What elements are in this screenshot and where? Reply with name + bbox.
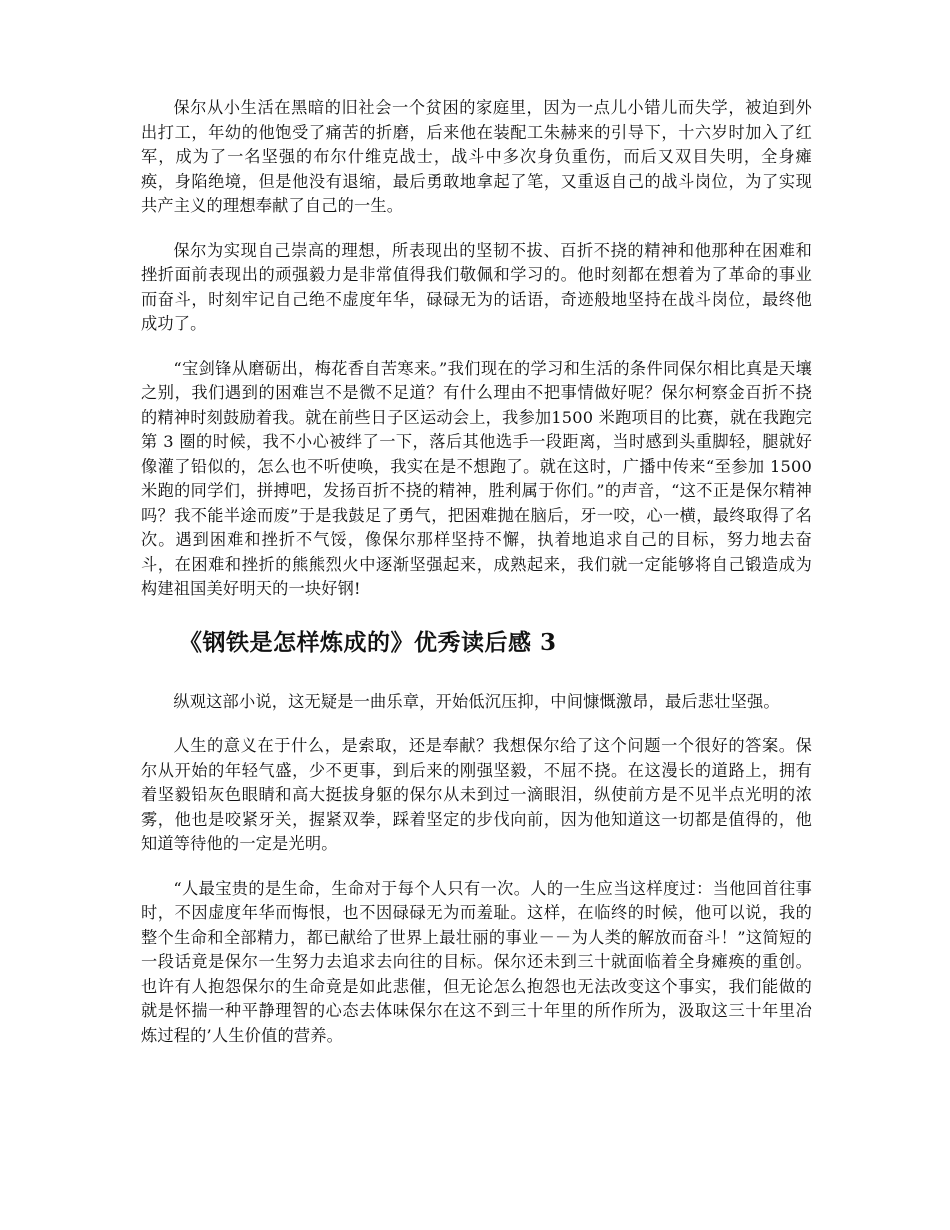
paragraph-paul-spirit: 保尔为实现自己崇高的理想，所表现出的坚韧不拔、百折不挠的精神和他那种在困难和挫折面前表现出的顽强毅力是非常值得我们敬佩和学习的。他时刻都在想着为了革命的事业而奋斗，时刻牢记自己绝不虚度年华，碌碌无为的话语，奇迹般地坚持在战斗岗位，最终他成功了。: [141, 240, 812, 333]
paragraph-famous-quote: “人最宝贵的是生命，生命对于每个人只有一次。人的一生应当这样度过：当他回首往事时，不因虚度年华而悔恨，也不因碌碌无为而羞耻。这样，在临终的时候，他可以说，我的整个生命和全部精力，都已献给了世界上最壮丽的事业－－为人类的解放而奋斗！”这简短的一段话竟是保尔一生努力去追求去向往的目标。保尔还未到三十就面临着全身瘫痪的重创。也许有人抱怨保尔的生命竟是如此悲催，但无论怎么抱怨也无法改变这个事实，我们能做的就是怀揣一种平静理智的心态去体味保尔在这不到三十年里的所作所为，汲取这三十年里冶炼过程的’人生价值的营养。: [141, 878, 812, 1045]
document-page: [141, 96, 812, 1068]
paragraph-personal-experience: “宝剑锋从磨砺出，梅花香自苦寒来。”我们现在的学习和生活的条件同保尔相比真是天壤之别，我们遇到的困难岂不是微不足道？有什么理由不把事情做好呢？保尔柯察金百折不挠的精神时刻鼓励着我。就在前些日子区运动会上，我参加1500 米跑项目的比赛，就在我跑完第 3 圈的时候，我不小心被绊了一下，落后其他选手一段距离，当时感到头重脚轻，腿就好像灌了铅似的，怎么也不听使唤，我实在是不想跑了。就在这时，广播中传来“至参加 1500 米跑的同学们，拼搏吧，发扬百折不挠的精神，胜利属于你们。”的声音，“这不正是保尔精神吗？我不能半途而废”于是我鼓足了勇气，把困难抛在脑后，牙一咬，心一横，最终取得了名次。遇到困难和挫折不气馁，像保尔那样坚持不懈，执着地追求自己的目标，努力地去奋斗，在困难和挫折的熊熊烈火中逐渐坚强起来，成熟起来，我们就一定能够将自己锻造成为构建祖国美好明天的一块好钢!: [141, 358, 812, 598]
section-previous-essay: [141, 96, 812, 602]
paragraph-novel-overview: 纵观这部小说，这无疑是一曲乐章，开始低沉压抑，中间慷慨激昂，最后悲壮坚强。: [173, 691, 780, 711]
paragraph-paul-background: 保尔从小生活在黑暗的旧社会一个贫困的家庭里，因为一点儿小错儿而失学，被迫到外出打工，年幼的他饱受了痛苦的折磨，后来他在装配工朱赫来的引导下，十六岁时加入了红军，成为了一名坚强的布尔什维克战士，战斗中多次身负重伤，而后又双目失明，全身瘫痪，身陷绝境，但是他没有退缩，最后勇敢地拿起了笔，又重返自己的战斗岗位，为了实现共产主义的理想奉献了自己的一生。: [141, 98, 812, 215]
section-heading: 《钢铁是怎样炼成的》优秀读后感 3: [179, 628, 557, 656]
section-essay-3: [141, 690, 812, 1049]
paragraph-meaning-of-life: 人生的意义在于什么，是索取，还是奉献？我想保尔给了这个问题一个很好的答案。保尔从开始的年轻气盛，少不更事，到后来的刚强坚毅，不屈不挠。在这漫长的道路上，拥有着坚毅铅灰色眼睛和高大挺拔身躯的保尔从未到过一滴眼泪，纵使前方是不见半点光明的浓雾，他也是咬紧牙关，握紧双拳，踩着坚定的步伐向前，因为他知道这一切都是值得的，他知道等待他的一定是光明。: [141, 736, 812, 853]
